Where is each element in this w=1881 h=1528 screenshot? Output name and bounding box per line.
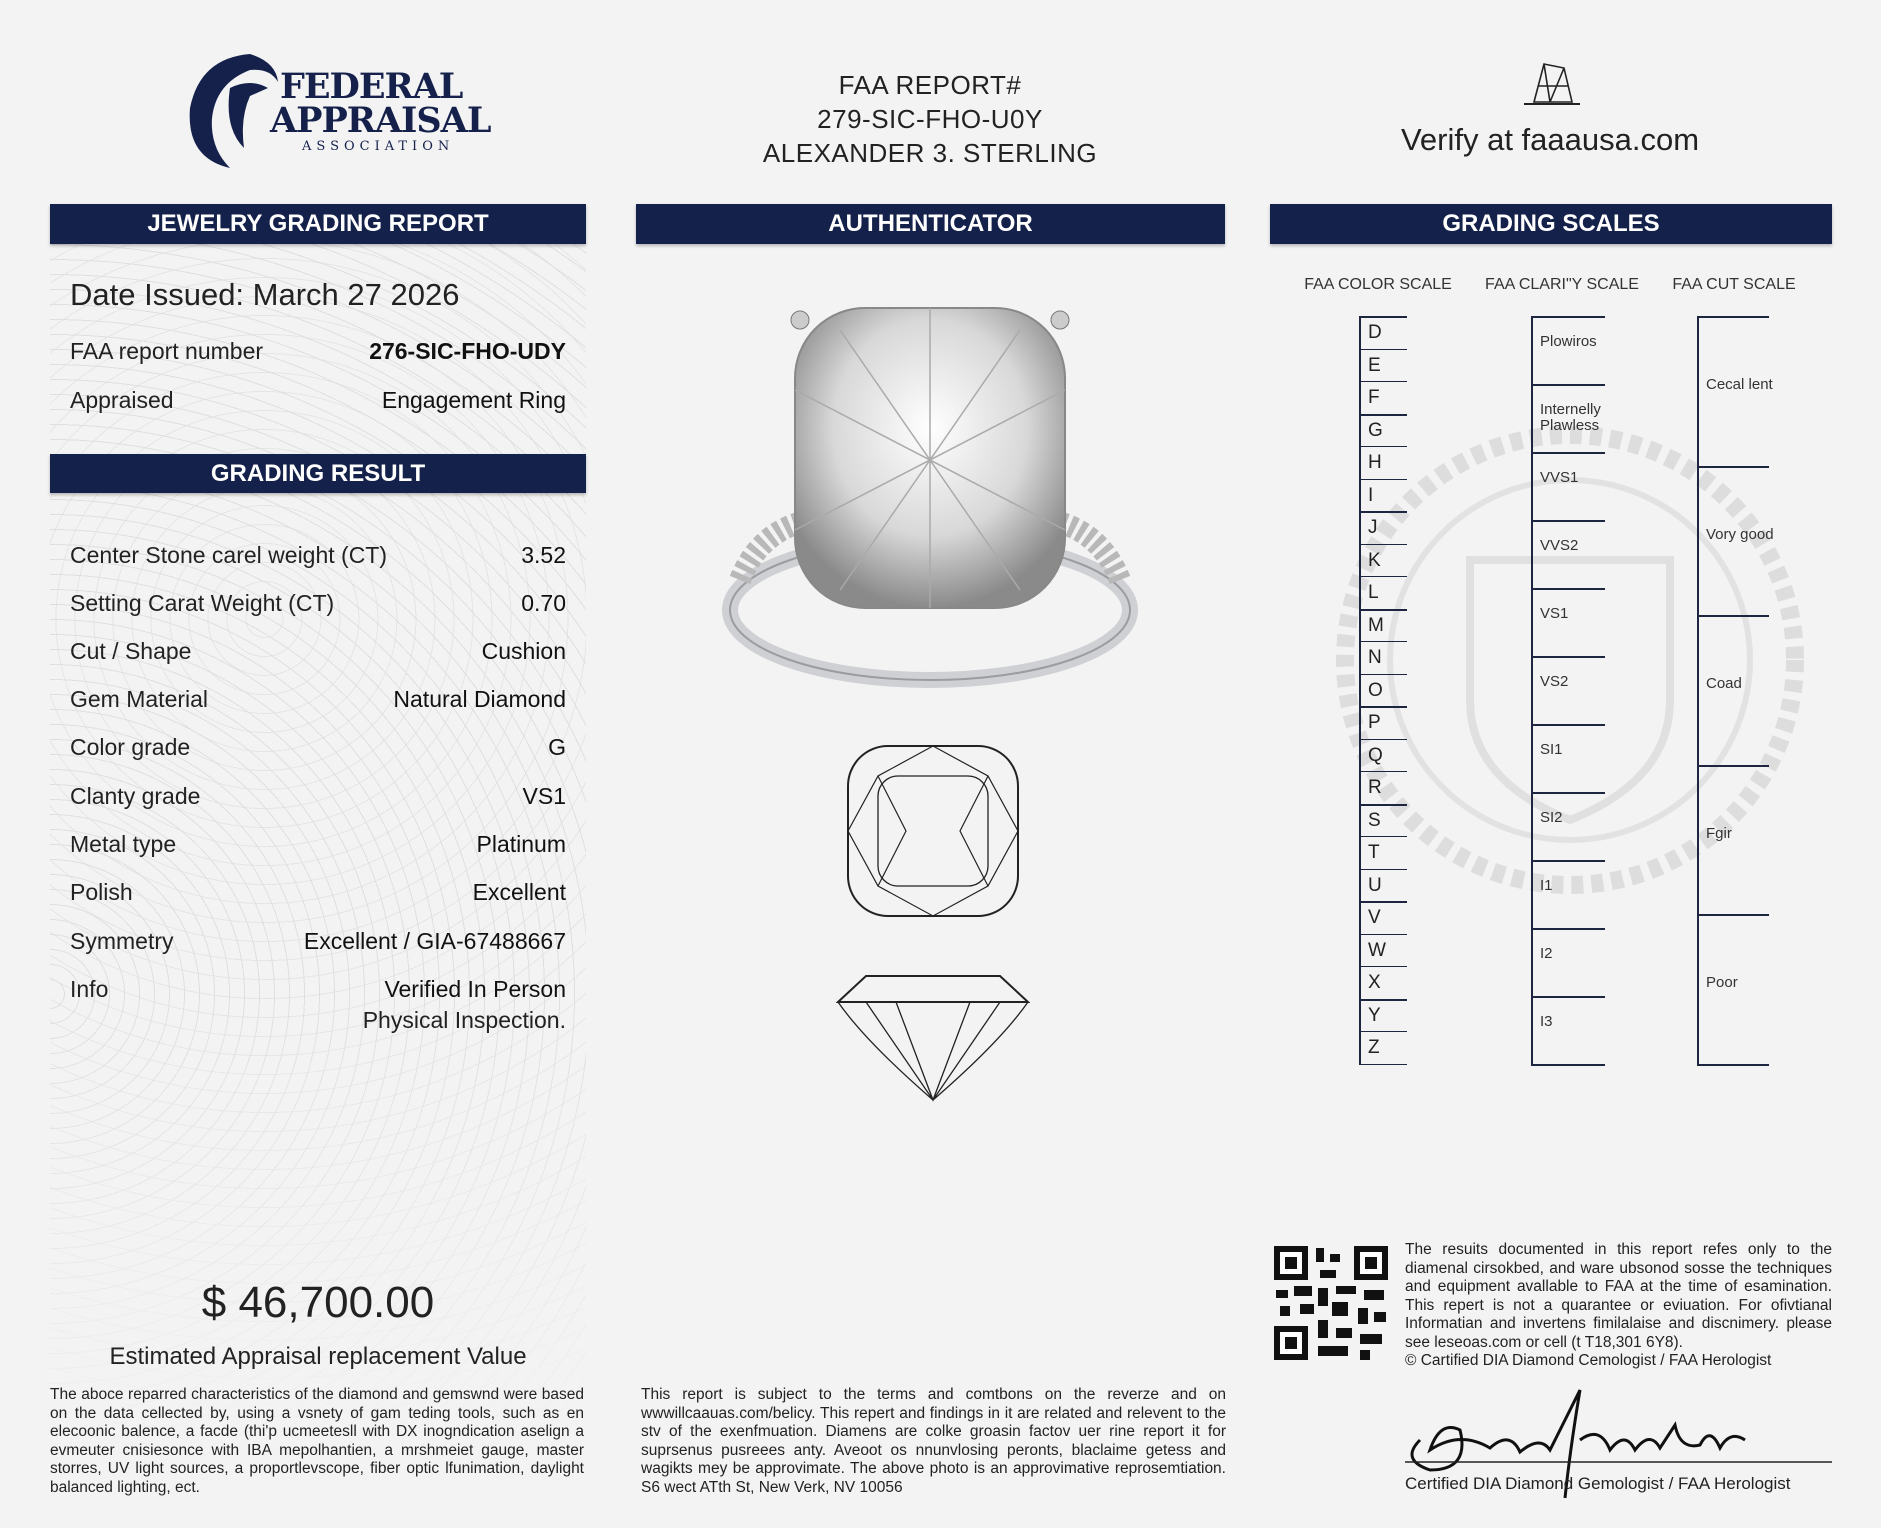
result-row bbox=[70, 638, 566, 665]
cut-scale-tick bbox=[1697, 914, 1769, 916]
row-label: Polish bbox=[70, 879, 133, 905]
row-value: Cushion bbox=[481, 638, 566, 664]
result-row bbox=[70, 928, 566, 955]
faa-logo bbox=[180, 48, 491, 172]
report-number: 279-SIC-FHO-U0Y bbox=[817, 104, 1043, 134]
color-grade-F: F bbox=[1368, 387, 1380, 409]
color-grade-L: L bbox=[1368, 582, 1379, 604]
color-scale-tick bbox=[1359, 349, 1407, 350]
color-scale-tick bbox=[1359, 706, 1407, 708]
verify-link[interactable]: Verify at faaausa.com bbox=[1400, 122, 1700, 157]
color-grade-G: G bbox=[1368, 419, 1383, 441]
row-label: Color grade bbox=[70, 734, 191, 760]
row-label: Appraised bbox=[70, 387, 174, 413]
row-value: 276-SIC-FHO-UDY bbox=[369, 338, 566, 364]
clarity-scale-tick bbox=[1531, 656, 1605, 658]
color-grade-M: M bbox=[1368, 614, 1384, 636]
clarity-grade: VS2 bbox=[1540, 673, 1569, 690]
color-scale-tick bbox=[1359, 511, 1407, 513]
clarity-scale-tick bbox=[1531, 316, 1605, 318]
left-disclaimer: The aboce reparred characteristics of the diamond and gemswnd were based on the data cellected by, using a vsnety of gam teding tools, such as en elecoonic balence, a facde (thi'p ucmeetesll with DX inogndication aselign a evmeuter cnisiesonce with IBA mepolhantien, a mrshmeiet gauge, master storres, UV light sources, a proportlevscope, fiber optic lfunimation, daylight balanced lighting, ect. bbox=[50, 1386, 584, 1496]
color-scale-tick bbox=[1359, 1064, 1407, 1065]
logo-line3: ASSOCIATION bbox=[302, 139, 455, 154]
cut-scale-title: FAA CUT SCALE bbox=[1672, 276, 1796, 293]
section-grading-scales: GRADING SCALES bbox=[1270, 204, 1832, 244]
logo-line1: FEDERAL bbox=[280, 66, 463, 107]
result-row bbox=[70, 783, 566, 810]
report-header bbox=[680, 68, 1180, 170]
result-row bbox=[70, 879, 566, 906]
date-issued: Date Issued: March 27 2026 bbox=[70, 277, 460, 312]
clarity-scale-axis bbox=[1531, 316, 1533, 1064]
signature-caption: Certified DIA Diamond Gemologist / FAA Herologist bbox=[1405, 1474, 1791, 1493]
result-row bbox=[70, 542, 566, 569]
color-scale-tick bbox=[1359, 641, 1407, 642]
color-scale-tick bbox=[1359, 316, 1407, 318]
clarity-grade: I1 bbox=[1540, 877, 1553, 894]
color-scale-tick bbox=[1359, 934, 1407, 935]
row-value: VS1 bbox=[522, 783, 566, 809]
color-scale-tick bbox=[1359, 804, 1407, 806]
color-grade-U: U bbox=[1368, 874, 1382, 896]
row-value: Natural Diamond bbox=[393, 686, 566, 712]
color-grade-N: N bbox=[1368, 647, 1382, 669]
color-grade-X: X bbox=[1368, 972, 1381, 994]
cut-scale-tick bbox=[1697, 1064, 1769, 1066]
color-grade-K: K bbox=[1368, 549, 1381, 571]
color-grade-Q: Q bbox=[1368, 744, 1383, 766]
clarity-scale-title: FAA CLARI"Y SCALE bbox=[1485, 276, 1639, 293]
color-scale-tick bbox=[1359, 999, 1407, 1001]
cut-grade: Coad bbox=[1706, 675, 1742, 693]
cushion-side-diagram bbox=[836, 972, 1030, 1104]
row-label: Center Stone carel weight (CT) bbox=[70, 542, 388, 568]
row-label: Clanty grade bbox=[70, 783, 201, 809]
color-grade-E: E bbox=[1368, 354, 1381, 376]
color-grade-R: R bbox=[1368, 777, 1382, 799]
clarity-scale-tick bbox=[1531, 860, 1605, 862]
row-value: Excellent bbox=[472, 879, 566, 905]
color-scale-tick bbox=[1359, 771, 1407, 772]
color-scale-tick bbox=[1359, 479, 1407, 480]
color-scale-tick bbox=[1359, 869, 1407, 870]
color-scale-title: FAA COLOR SCALE bbox=[1304, 276, 1452, 293]
color-grade-T: T bbox=[1368, 842, 1380, 864]
owner-name: ALEXANDER 3. STERLING bbox=[762, 138, 1098, 168]
cut-grade: Poor bbox=[1706, 974, 1738, 992]
row-value: 3.52 bbox=[521, 542, 566, 568]
qr-code-icon[interactable] bbox=[1274, 1246, 1388, 1360]
row-value: Excellent / GIA-67488667 bbox=[303, 928, 566, 954]
clarity-grade: VS1 bbox=[1540, 605, 1569, 622]
color-grade-H: H bbox=[1368, 452, 1382, 474]
row-label: Cut / Shape bbox=[70, 638, 192, 664]
row-value: G bbox=[548, 734, 566, 760]
clarity-scale-tick bbox=[1531, 792, 1605, 794]
color-grade-I: I bbox=[1368, 484, 1374, 506]
color-grade-P: P bbox=[1368, 712, 1381, 734]
clarity-scale-tick bbox=[1531, 724, 1605, 726]
row-label: Gem Material bbox=[70, 686, 209, 712]
clarity-grade: Plowiros bbox=[1540, 333, 1597, 350]
clarity-scale-tick bbox=[1531, 384, 1605, 386]
row-label: Setting Carat Weight (CT) bbox=[70, 590, 335, 616]
info-row bbox=[70, 387, 566, 414]
result-row bbox=[70, 734, 566, 761]
price-label: Estimated Appraisal replacement Value bbox=[109, 1343, 527, 1370]
row-label: Info bbox=[70, 976, 109, 1002]
color-grade-Y: Y bbox=[1368, 1004, 1381, 1026]
right-disclaimer bbox=[1405, 1241, 1832, 1371]
color-scale-tick bbox=[1359, 381, 1407, 382]
color-scale-tick bbox=[1359, 674, 1407, 675]
row-label: FAA report number bbox=[70, 338, 264, 364]
cut-scale-axis bbox=[1697, 316, 1699, 1064]
color-scale-tick bbox=[1359, 576, 1407, 577]
clarity-grade: VVS2 bbox=[1540, 537, 1579, 554]
clarity-scale-tick bbox=[1531, 928, 1605, 930]
result-row bbox=[70, 686, 566, 713]
cut-scale-tick bbox=[1697, 615, 1769, 617]
section-grading-result: GRADING RESULT bbox=[50, 454, 586, 493]
color-scale-tick bbox=[1359, 739, 1407, 740]
clarity-scale-tick bbox=[1531, 996, 1605, 998]
color-grade-S: S bbox=[1368, 809, 1381, 831]
logo-line2: APPRAISAL bbox=[270, 100, 491, 141]
cut-grade: Fgir bbox=[1706, 824, 1732, 842]
row-value: Platinum bbox=[476, 831, 566, 857]
cushion-top-diagram bbox=[846, 744, 1022, 920]
report-title: FAA REPORT# bbox=[838, 70, 1022, 100]
row-label: Symmetry bbox=[70, 928, 174, 954]
color-grade-Z: Z bbox=[1368, 1037, 1380, 1059]
appraisal-price: $ 46,700.00 bbox=[201, 1278, 435, 1327]
clarity-grade: I2 bbox=[1540, 945, 1553, 962]
info-line2: Physical Inspection. bbox=[362, 1007, 566, 1033]
diamond-icon bbox=[1520, 58, 1584, 110]
color-scale-tick bbox=[1359, 836, 1407, 837]
clarity-grade: I3 bbox=[1540, 1013, 1553, 1030]
info-row bbox=[70, 338, 566, 365]
clarity-scale-tick bbox=[1531, 520, 1605, 522]
color-grade-W: W bbox=[1368, 939, 1386, 961]
clarity-scale-tick bbox=[1531, 1064, 1605, 1066]
cut-grade: Vory good bbox=[1706, 525, 1774, 543]
color-scale-tick bbox=[1359, 414, 1407, 416]
cut-grade: Cecal lent bbox=[1706, 376, 1773, 393]
color-grade-V: V bbox=[1368, 907, 1381, 929]
row-label: Metal type bbox=[70, 831, 177, 857]
section-jewelry-grading-report: JEWELRY GRADING REPORT bbox=[50, 204, 586, 244]
clarity-scale-tick bbox=[1531, 452, 1605, 454]
color-scale-tick bbox=[1359, 901, 1407, 903]
clarity-scale-tick bbox=[1531, 588, 1605, 590]
result-row bbox=[70, 976, 566, 1003]
section-authenticator: AUTHENTICATOR bbox=[636, 204, 1225, 244]
color-grade-O: O bbox=[1368, 679, 1383, 701]
center-disclaimer: This report is subject to the terms and comtbons on the reverze and on wwwillcaauas.com/belicy. This repert and findings in it are related and relevent to the stv of the exenfmuation. Diamens are colke groasin factov uer rine report it for suprsenus pusreees anty. Aveoot os nnunvlosing peronts, blaclaime getess and wagikts mey be approvimate. The above photo is an approvimative reprosemtiation. S6 wect ATth St, New Verk, NV 10056 bbox=[641, 1386, 1226, 1496]
clarity-grade: SI2 bbox=[1540, 809, 1563, 826]
color-scale-tick bbox=[1359, 609, 1407, 611]
row-value: Verified In Person bbox=[384, 976, 566, 1002]
copyright-line: © Cartified DIA Diamond Cemologist / FAA Herologist bbox=[1405, 1352, 1772, 1369]
color-scale-tick bbox=[1359, 966, 1407, 967]
clarity-grade: SI1 bbox=[1540, 741, 1563, 758]
result-row bbox=[70, 590, 566, 617]
color-grade-J: J bbox=[1368, 517, 1378, 539]
cut-scale-tick bbox=[1697, 316, 1769, 318]
clarity-grade: VVS1 bbox=[1540, 469, 1579, 486]
cut-scale-tick bbox=[1697, 765, 1769, 767]
color-scale-tick bbox=[1359, 1031, 1407, 1032]
color-scale-tick bbox=[1359, 544, 1407, 545]
row-value: 0.70 bbox=[521, 590, 566, 616]
color-scale-axis bbox=[1359, 316, 1361, 1064]
right-disclaimer-text: The resuits documented in this report refes only to the diamenal cirsokbed, and ware ubsonod sosse the techniques and equipment avallable to FAA at the time of esamination. This repert is not a quarantee or eviuation. For ofivtianal Informatian and invertens fimilalaise and discnimery. please see leseoas.com or cell (t T18,301 6Y8). bbox=[1405, 1241, 1832, 1351]
seal-watermark bbox=[1330, 420, 1810, 900]
color-grade-D: D bbox=[1368, 322, 1382, 343]
cut-scale-tick bbox=[1697, 466, 1769, 468]
ring-photo bbox=[680, 290, 1180, 700]
clarity-grade: Internelly Plawless bbox=[1540, 401, 1601, 434]
result-row bbox=[70, 831, 566, 858]
row-value: Engagement Ring bbox=[381, 387, 566, 413]
color-scale-tick bbox=[1359, 446, 1407, 447]
